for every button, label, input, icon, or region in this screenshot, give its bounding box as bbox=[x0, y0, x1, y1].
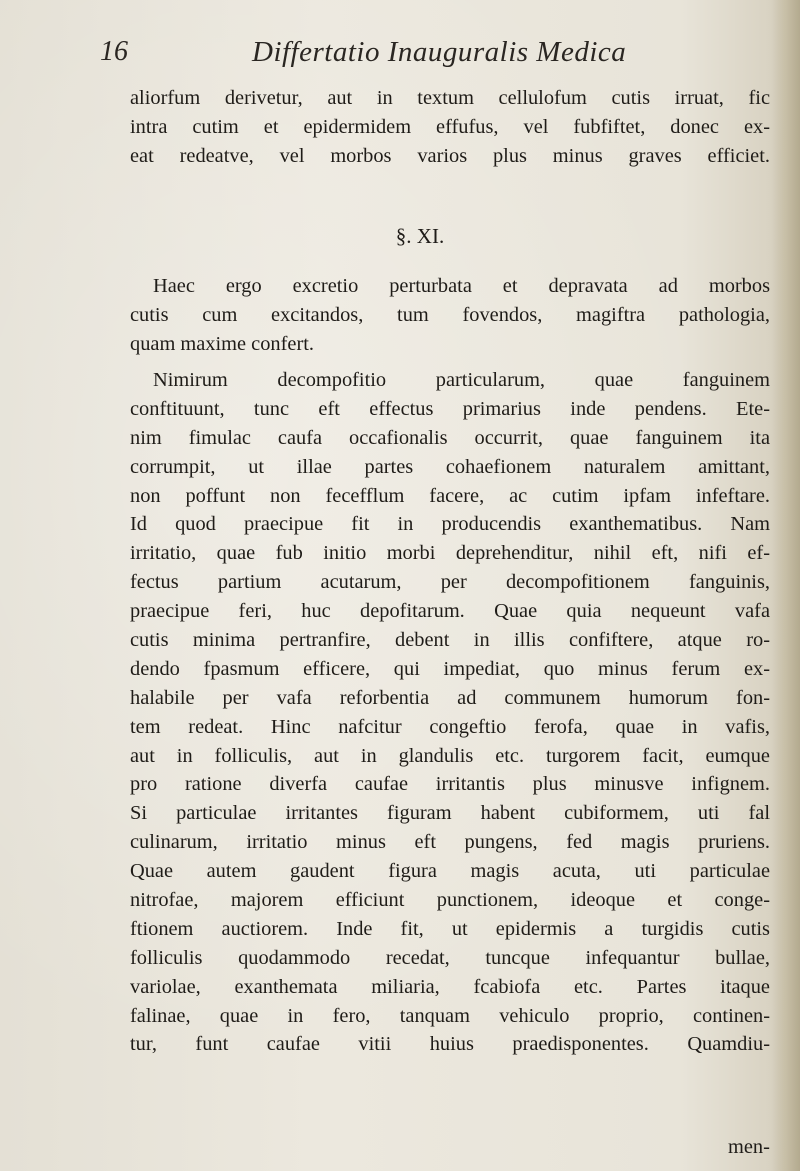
text-line: nitrofae, majorem efficiunt punctionem, ideoque et conge- bbox=[130, 889, 770, 912]
page-edge-shading bbox=[772, 0, 800, 1171]
text-line: tur, funt caufae vitii huius praedisponentes. Quamdiu- bbox=[130, 1033, 770, 1056]
text-line: intra cutim et epidermidem effufus, vel fubfiftet, donec ex- bbox=[130, 115, 770, 138]
text-line: eat redeatve, vel morbos varios plus minus graves efficiet. bbox=[130, 144, 770, 167]
text-line: praecipue feri, huc depofitarum. Quae quia nequeunt vafa bbox=[130, 600, 770, 623]
text-line: folliculis quodammodo recedat, tuncque infequantur bullae, bbox=[130, 946, 770, 969]
text-line: aut in folliculis, aut in glandulis etc. turgorem facit, eumque bbox=[130, 744, 770, 767]
text-line: cutis minima pertranfire, debent in illis confiftere, atque ro- bbox=[130, 629, 770, 652]
running-head bbox=[100, 36, 740, 76]
text-line: tem redeat. Hinc nafcitur congeftio ferofa, quae in vafis, bbox=[130, 715, 770, 738]
text-line: fectus partium acutarum, per decompofitionem fanguinis, bbox=[130, 571, 770, 594]
text-line: halabile per vafa reforbentia ad communem humorum fon- bbox=[130, 686, 770, 709]
text-line: Quae autem gaudent figura magis acuta, uti particulae bbox=[130, 860, 770, 883]
text-line: Si particulae irritantes figuram habent cubiformem, uti fal bbox=[130, 802, 770, 825]
catchword: men- bbox=[728, 1136, 770, 1158]
text-line: cutis cum excitandos, tum fovendos, magiftra pathologia, bbox=[130, 303, 770, 326]
text-line: Nimirum decompofitio particularum, quae fanguinem bbox=[153, 369, 770, 391]
text-line: conftituunt, tunc eft effectus primarius inde pendens. Ete- bbox=[130, 397, 770, 420]
text-line: corrumpit, ut illae partes cohaefionem naturalem amittant, bbox=[130, 455, 770, 478]
text-line: Id quod praecipue fit in producendis exanthematibus. Nam bbox=[130, 513, 770, 536]
text-line: Haec ergo excretio perturbata et depravata ad morbos bbox=[153, 275, 770, 297]
text-line: nim fimulac caufa occafionalis occurrit, quae fanguinem ita bbox=[130, 426, 770, 449]
text-line: quam maxime confert. bbox=[130, 332, 315, 355]
paragraph-main bbox=[130, 366, 770, 1059]
text-line: aliorfum derivetur, aut in textum cellulofum cutis irruat, fic bbox=[130, 87, 770, 109]
section-heading: §. XI. bbox=[395, 224, 445, 248]
text-line: falinae, quae in fero, tanquam vehiculo proprio, continen- bbox=[130, 1004, 770, 1027]
running-title: Differtatio Inauguralis Medica bbox=[252, 36, 627, 68]
text-line: variolae, exanthemata miliaria, fcabiofa etc. Partes itaque bbox=[130, 975, 770, 998]
text-line: ftionem auctiorem. Inde fit, ut epidermis a turgidis cutis bbox=[130, 917, 770, 940]
text-line: dendo fpasmum efficere, qui impediat, quo minus ferum ex- bbox=[130, 657, 770, 680]
text-line: irritatio, quae fub initio morbi deprehenditur, nihil eft, nifi ef- bbox=[130, 542, 770, 565]
text-line: culinarum, irritatio minus eft pungens, fed magis pruriens. bbox=[130, 831, 770, 854]
text-line: pro ratione diverfa caufae irritantis plus minusve infignem. bbox=[130, 773, 770, 796]
paragraph-thesis bbox=[130, 272, 770, 359]
page-number: 16 bbox=[100, 36, 128, 67]
text-line: non poffunt non fecefflum facere, ac cutim ipfam infeftare. bbox=[130, 484, 770, 507]
paragraph-continuation bbox=[130, 84, 770, 171]
